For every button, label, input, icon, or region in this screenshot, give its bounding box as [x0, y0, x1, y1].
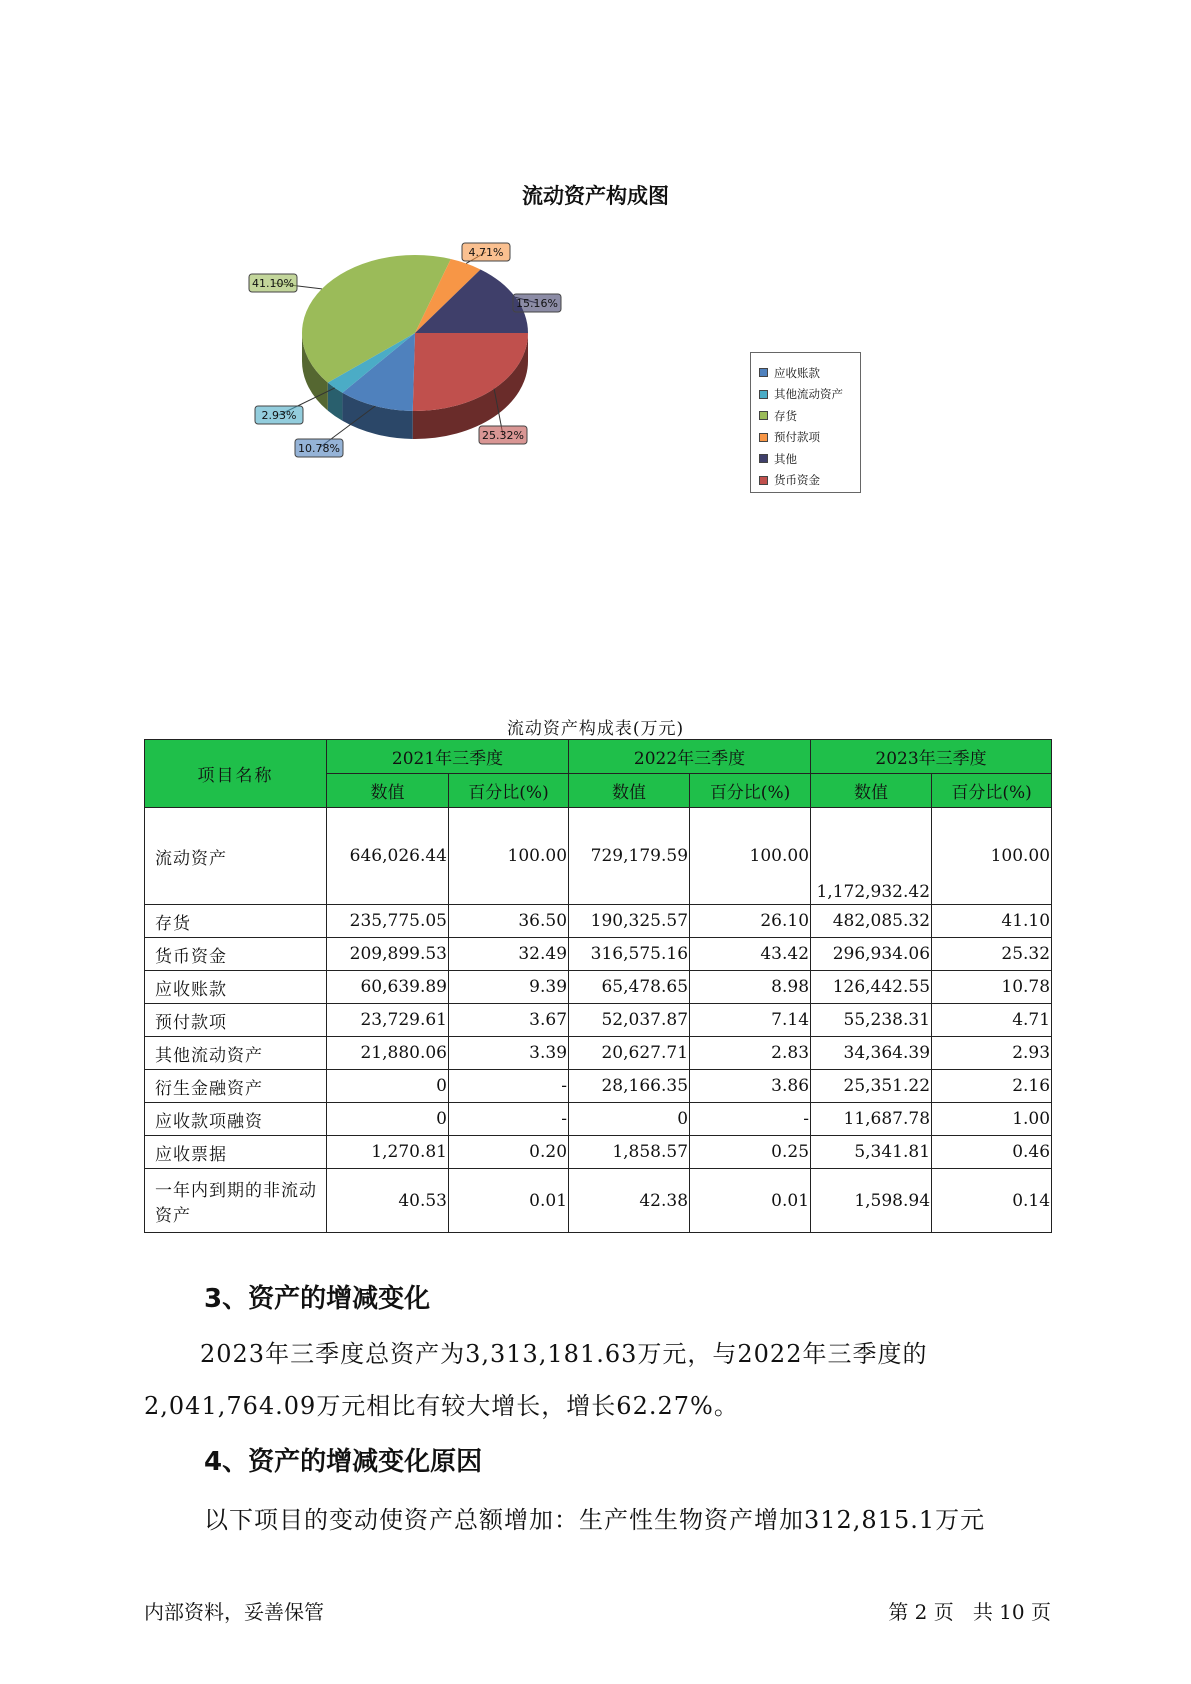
legend-label: 预付款项 [774, 430, 820, 445]
legend-swatch [759, 368, 768, 377]
legend-item [759, 362, 860, 384]
section-3-paragraph: 2023年三季度总资产为3,313,181.63万元，与2022年三季度的2,041,764.09万元相比有较大增长，增长62.27%。 [144, 1340, 928, 1420]
cell-value: 126,442.55 [811, 971, 932, 1004]
legend-swatch [759, 476, 768, 485]
subheader-value: 数值 [569, 774, 690, 808]
pie-chart [240, 228, 600, 458]
pie-percent-label: 25.32% [482, 429, 524, 442]
table-row [145, 1169, 1052, 1233]
table-row [145, 905, 1052, 938]
table-row [145, 1136, 1052, 1169]
cell-value: 316,575.16 [569, 938, 690, 971]
cell-value: 190,325.57 [569, 905, 690, 938]
pie-percent-label: 4.71% [468, 246, 504, 259]
cell-percent: 3.39 [449, 1037, 569, 1070]
cell-value: 296,934.06 [811, 938, 932, 971]
cell-percent: 25.32 [932, 938, 1052, 971]
row-label: 衍生金融资产 [145, 1070, 327, 1103]
cell-percent: 7.14 [690, 1004, 811, 1037]
subheader-percent: 百分比(%) [449, 774, 569, 808]
table-row [145, 1103, 1052, 1136]
legend-swatch [759, 454, 768, 463]
table-caption: 流动资产构成表(万元) [506, 719, 685, 739]
cell-percent: 2.93 [932, 1037, 1052, 1070]
header-year-2022: 2022年三季度 [569, 740, 811, 774]
section-4-heading: 4、资产的增减变化原因 [204, 1447, 483, 1477]
cell-percent: 3.86 [690, 1070, 811, 1103]
cell-value: 482,085.32 [811, 905, 932, 938]
legend-swatch [759, 411, 768, 420]
pie-percent-label: 10.78% [298, 442, 340, 455]
cell-percent: 0.46 [932, 1136, 1052, 1169]
cell-value: 0 [569, 1103, 690, 1136]
header-year-2023: 2023年三季度 [811, 740, 1052, 774]
cell-percent: - [449, 1070, 569, 1103]
legend-label: 应收账款 [774, 365, 820, 380]
cell-value: 5,341.81 [811, 1136, 932, 1169]
cell-value: 40.53 [327, 1169, 449, 1233]
current-assets-table [144, 739, 1052, 1233]
cell-percent: 100.00 [449, 808, 569, 905]
cell-value: 28,166.35 [569, 1070, 690, 1103]
cell-value: 65,478.65 [569, 971, 690, 1004]
row-label: 应收票据 [145, 1136, 327, 1169]
cell-value: 1,172,932.42 [811, 808, 932, 905]
cell-value: 1,858.57 [569, 1136, 690, 1169]
cell-percent: 0.14 [932, 1169, 1052, 1233]
cell-value: 21,880.06 [327, 1037, 449, 1070]
cell-percent: 43.42 [690, 938, 811, 971]
legend-item [759, 384, 860, 406]
chart-title: 流动资产构成图 [522, 184, 669, 208]
subheader-value: 数值 [811, 774, 932, 808]
legend-item [759, 405, 860, 427]
cell-percent: 1.00 [932, 1103, 1052, 1136]
cell-percent: 0.20 [449, 1136, 569, 1169]
cell-value: 1,270.81 [327, 1136, 449, 1169]
cell-value: 20,627.71 [569, 1037, 690, 1070]
row-label: 货币资金 [145, 938, 327, 971]
header-item-name: 项目名称 [145, 740, 327, 808]
row-label: 应收账款 [145, 971, 327, 1004]
legend-label: 其他 [774, 451, 797, 466]
subheader-percent: 百分比(%) [690, 774, 811, 808]
cell-value: 209,899.53 [327, 938, 449, 971]
row-label: 流动资产 [145, 808, 327, 905]
cell-percent: 0.01 [690, 1169, 811, 1233]
cell-percent: 3.67 [449, 1004, 569, 1037]
row-label: 应收款项融资 [145, 1103, 327, 1136]
table-row [145, 971, 1052, 1004]
cell-percent: 0.25 [690, 1136, 811, 1169]
cell-percent: 8.98 [690, 971, 811, 1004]
cell-value: 646,026.44 [327, 808, 449, 905]
cell-percent: - [449, 1103, 569, 1136]
cell-value: 1,598.94 [811, 1169, 932, 1233]
legend-swatch [759, 433, 768, 442]
cell-value: 34,364.39 [811, 1037, 932, 1070]
table-row [145, 938, 1052, 971]
cell-percent: 9.39 [449, 971, 569, 1004]
legend-label: 存货 [774, 408, 797, 423]
cell-value: 11,687.78 [811, 1103, 932, 1136]
cell-value: 0 [327, 1103, 449, 1136]
cell-percent: 100.00 [690, 808, 811, 905]
cell-percent: 2.83 [690, 1037, 811, 1070]
table-row [145, 808, 1052, 905]
section-4-paragraph: 以下项目的变动使资产总额增加：生产性生物资产增加312,815.1万元 [204, 1506, 986, 1534]
cell-percent: 100.00 [932, 808, 1052, 905]
footer-page-number: 第 2 页 共 10 页 [888, 1600, 1051, 1624]
chart-legend [750, 352, 861, 493]
row-label: 存货 [145, 905, 327, 938]
table-row [145, 1037, 1052, 1070]
table-row [145, 1004, 1052, 1037]
cell-percent: 4.71 [932, 1004, 1052, 1037]
cell-value: 235,775.05 [327, 905, 449, 938]
cell-percent: 36.50 [449, 905, 569, 938]
cell-value: 55,238.31 [811, 1004, 932, 1037]
cell-percent: 41.10 [932, 905, 1052, 938]
footer-confidential: 内部资料，妥善保管 [144, 1600, 324, 1624]
cell-value: 60,639.89 [327, 971, 449, 1004]
cell-percent: - [690, 1103, 811, 1136]
cell-percent: 2.16 [932, 1070, 1052, 1103]
legend-item [759, 448, 860, 470]
pie-percent-label: 41.10% [252, 277, 294, 290]
cell-value: 25,351.22 [811, 1070, 932, 1103]
subheader-value: 数值 [327, 774, 449, 808]
cell-percent: 32.49 [449, 938, 569, 971]
cell-percent: 0.01 [449, 1169, 569, 1233]
header-year-2021: 2021年三季度 [327, 740, 569, 774]
cell-value: 42.38 [569, 1169, 690, 1233]
row-label: 一年内到期的非流动资产 [145, 1169, 327, 1233]
legend-item [759, 470, 860, 492]
cell-value: 52,037.87 [569, 1004, 690, 1037]
legend-label: 货币资金 [774, 473, 820, 488]
subheader-percent: 百分比(%) [932, 774, 1052, 808]
legend-swatch [759, 390, 768, 399]
legend-item [759, 427, 860, 449]
section-3-heading: 3、资产的增减变化 [204, 1284, 431, 1314]
table-row [145, 1070, 1052, 1103]
cell-percent: 26.10 [690, 905, 811, 938]
legend-label: 其他流动资产 [774, 387, 843, 402]
cell-value: 729,179.59 [569, 808, 690, 905]
pie-percent-label: 2.93% [261, 409, 297, 422]
cell-value: 23,729.61 [327, 1004, 449, 1037]
cell-percent: 10.78 [932, 971, 1052, 1004]
row-label: 预付款项 [145, 1004, 327, 1037]
pie-percent-label: 15.16% [516, 297, 558, 310]
row-label: 其他流动资产 [145, 1037, 327, 1070]
cell-value: 0 [327, 1070, 449, 1103]
